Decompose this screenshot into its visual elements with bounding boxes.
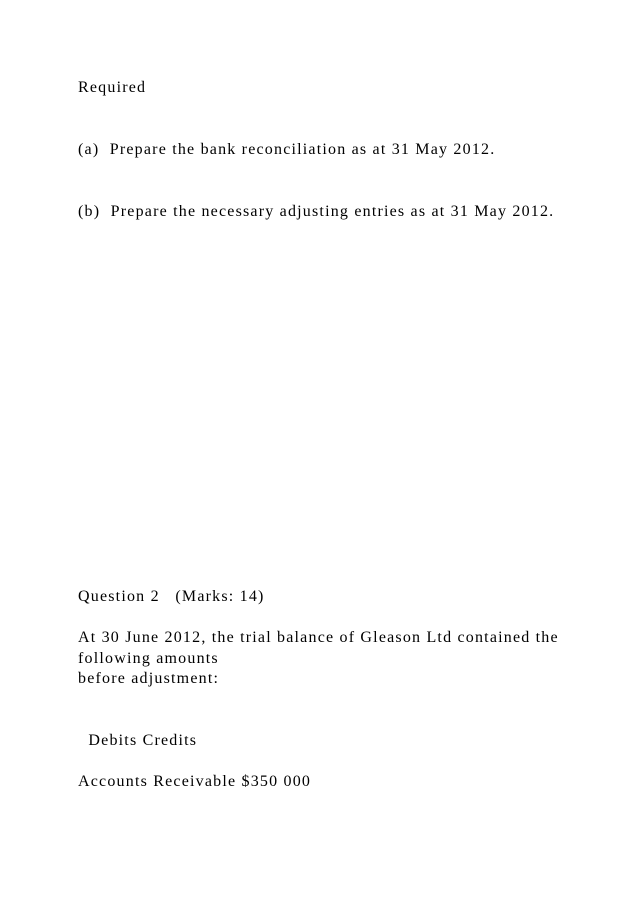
trial-balance-row: Accounts Receivable $350 000 — [78, 773, 312, 790]
required-heading: Required — [78, 79, 147, 96]
intro-line-1: At 30 June 2012, the trial balance of Gleason Ltd contained the — [78, 629, 559, 646]
requirement-part-a: (a) Prepare the bank reconciliation as at 31 May 2012. — [78, 141, 496, 158]
intro-line-3: before adjustment: — [78, 670, 220, 687]
intro-line-2: following amounts — [78, 650, 219, 667]
requirement-part-b: (b) Prepare the necessary adjusting entries as at 31 May 2012. — [78, 203, 555, 220]
question-heading: Question 2 (Marks: 14) — [78, 588, 265, 605]
column-headers: Debits Credits — [78, 732, 198, 749]
